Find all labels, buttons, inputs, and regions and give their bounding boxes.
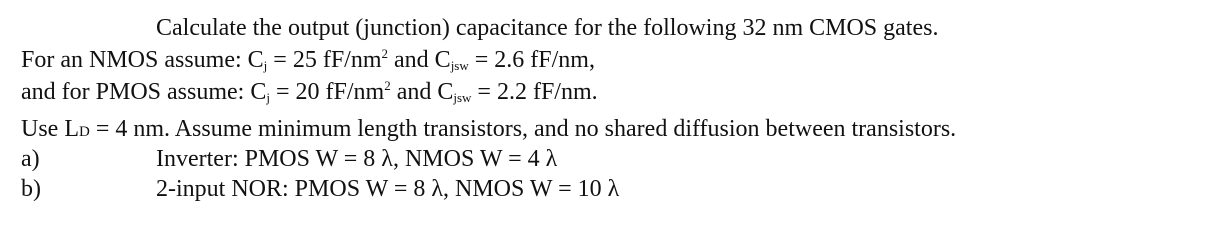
part-a: [21, 144, 557, 174]
pmos-cjsw-subscript: jsw: [453, 90, 472, 105]
nmos-cj-subscript: j: [263, 58, 268, 73]
nmos-assumption: [21, 45, 595, 75]
pmos-cj-subscript: j: [266, 90, 270, 105]
pmos-prefix: and for PMOS assume: C: [21, 79, 267, 105]
ld-rest: = 4 nm. Assume minimum length transistors, and no shared diffusion between transistors.: [89, 116, 957, 142]
part-a-label: a): [21, 146, 40, 172]
pmos-cj-value: = 20 fF/nm: [269, 79, 385, 105]
ld-subscript: D: [78, 124, 90, 140]
nmos-prefix: For an NMOS assume: C: [21, 47, 264, 73]
part-a-text: Inverter: PMOS W = 8 λ, NMOS W = 4 λ: [156, 146, 558, 172]
pmos-mid: and C: [390, 79, 454, 105]
nmos-mid: and C: [388, 47, 451, 73]
nmos-cj-value: = 25 fF/nm: [267, 47, 382, 73]
part-b: [21, 174, 619, 204]
intro-text: Calculate the output (junction) capacitance for the following 32 nm CMOS gates.: [156, 15, 939, 41]
pmos-assumption: [21, 77, 598, 107]
ld-prefix: Use L: [21, 116, 79, 142]
ld-assumption: [21, 114, 956, 147]
nmos-cjsw-subscript: jsw: [450, 58, 469, 73]
nmos-cj-exponent: 2: [381, 46, 389, 61]
pmos-cjsw-value: = 2.2 fF/nm.: [471, 79, 598, 105]
part-b-label: b): [21, 176, 41, 202]
nmos-cjsw-value: = 2.6 fF/nm,: [468, 47, 595, 73]
part-b-text: 2-input NOR: PMOS W = 8 λ, NMOS W = 10 λ: [156, 176, 620, 202]
pmos-cj-exponent: 2: [384, 78, 391, 93]
